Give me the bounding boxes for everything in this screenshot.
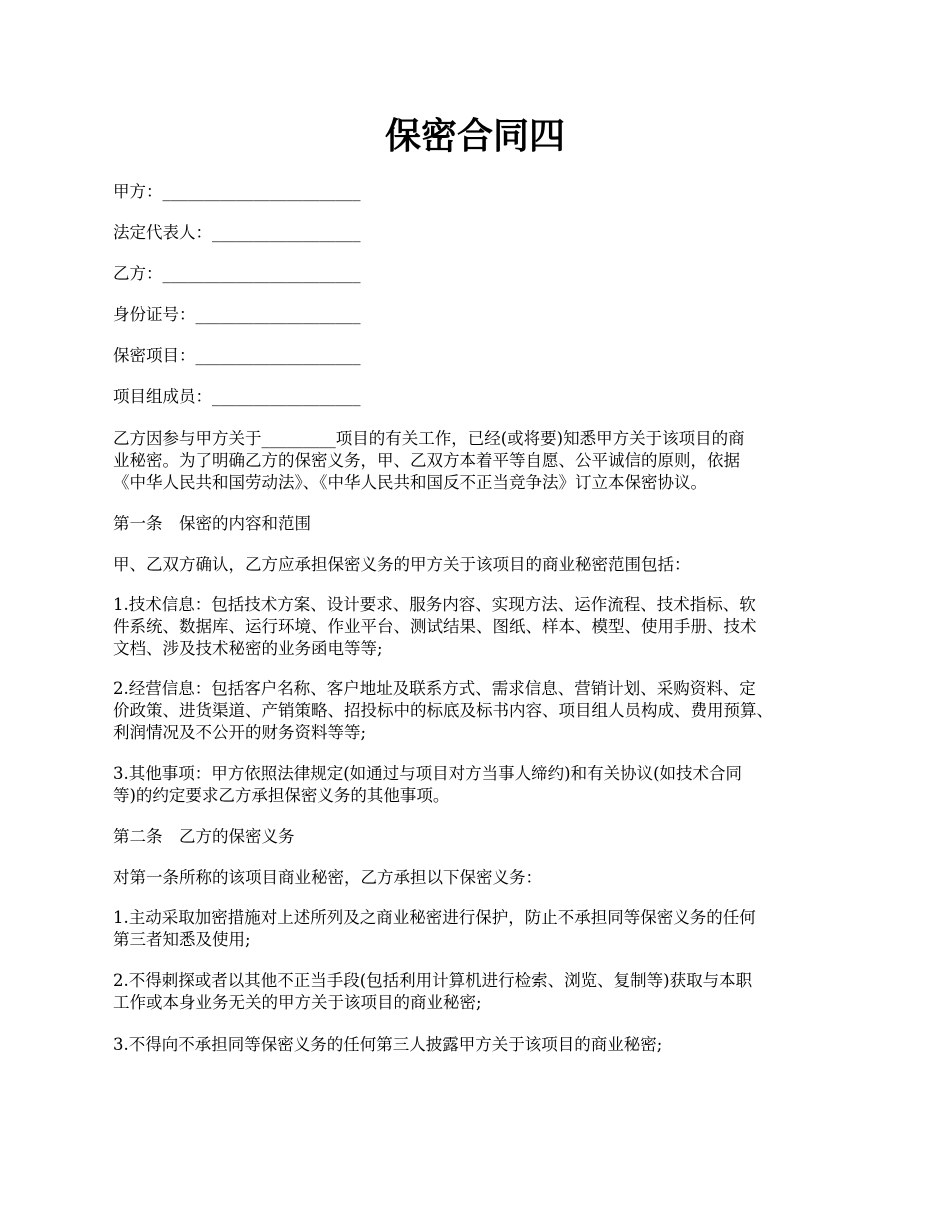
- field-blank: __________________: [212, 387, 361, 406]
- field-label: 保密项目：: [113, 346, 196, 365]
- article-2-item-3: [113, 1034, 853, 1056]
- paragraph-line: 1.技术信息：包括技术方案、设计要求、服务内容、实现方法、运作流程、技术指标、软: [113, 595, 756, 614]
- paragraph-line: 工作或本身业务无关的甲方关于该项目的商业秘密;: [113, 993, 482, 1012]
- field-blank: ____________________: [195, 305, 361, 324]
- document-title: 保密合同四: [384, 115, 565, 157]
- article-2-item-1: [113, 907, 853, 951]
- field-project-members: [113, 386, 361, 408]
- article-2-lead: 对第一条所称的该项目商业秘密，乙方承担以下保密义务：: [113, 868, 542, 887]
- article-2-heading: 第二条 乙方的保密义务: [113, 827, 295, 846]
- intro-paragraph: [113, 428, 853, 494]
- field-label: 项目组成员：: [113, 387, 212, 406]
- article-2-item-2: [113, 970, 853, 1014]
- field-label: 身份证号：: [113, 305, 196, 324]
- field-blank: ____________________: [195, 346, 361, 365]
- paragraph-line: 第三者知悉及使用;: [113, 930, 251, 949]
- field-label: 法定代表人：: [113, 223, 212, 242]
- paragraph-line: 业秘密。为了明确乙方的保密义务，甲、乙双方本着平等自愿、公平诚信的原则，依据: [113, 451, 740, 470]
- field-confidential-project: [113, 345, 361, 367]
- paragraph-line: 2.不得刺探或者以其他不正当手段(包括利用计算机进行检索、浏览、复制等)获取与本职: [113, 971, 753, 990]
- paragraph-line: 件系统、数据库、运行环境、作业平台、测试结果、图纸、样本、模型、使用手册、技术: [113, 617, 757, 636]
- field-blank: ________________________: [162, 182, 361, 201]
- paragraph-line: 乙方因参与甲方关于_________项目的有关工作，已经(或将要)知悉甲方关于该项目的商: [113, 429, 745, 448]
- paragraph-line: 3.不得向不承担同等保密义务的任何第三人披露甲方关于该项目的商业秘密;: [113, 1035, 663, 1054]
- article-1-item-1: [113, 594, 853, 660]
- paragraph-line: 利润情况及不公开的财务资料等等;: [113, 723, 367, 742]
- paragraph-line: 文档、涉及技术秘密的业务函电等等;: [113, 639, 383, 658]
- field-label: 甲方：: [113, 182, 163, 201]
- paragraph-line: 价政策、进货渠道、产销策略、招投标中的标底及标书内容、项目组人员构成、费用预算、: [113, 701, 773, 720]
- field-blank: ________________________: [162, 264, 361, 283]
- field-label: 乙方：: [113, 264, 163, 283]
- article-1-item-3: [113, 763, 853, 807]
- paragraph-line: 《中华人民共和国劳动法》、《中华人民共和国反不正当竞争法》订立本保密协议。: [113, 473, 707, 492]
- paragraph-line: 1.主动采取加密措施对上述所列及之商业秘密进行保护，防止不承担同等保密义务的任何: [113, 908, 756, 927]
- field-blank: __________________: [212, 223, 361, 242]
- field-legal-representative: [113, 222, 361, 244]
- article-1-lead: 甲、乙双方确认，乙方应承担保密义务的甲方关于该项目的商业秘密范围包括：: [113, 555, 691, 574]
- paragraph-line: 3.其他事项：甲方依照法律规定(如通过与项目对方当事人缔约)和有关协议(如技术合同: [113, 764, 743, 783]
- article-1-heading: 第一条 保密的内容和范围: [113, 514, 311, 533]
- field-party-a: [113, 181, 361, 203]
- field-id-number: [113, 304, 361, 326]
- article-1-item-2: [113, 678, 853, 744]
- paragraph-line: 2.经营信息：包括客户名称、客户地址及联系方式、需求信息、营销计划、采购资料、定: [113, 679, 756, 698]
- field-party-b: [113, 263, 361, 285]
- paragraph-line: 等)的约定要求乙方承担保密义务的其他事项。: [113, 786, 450, 805]
